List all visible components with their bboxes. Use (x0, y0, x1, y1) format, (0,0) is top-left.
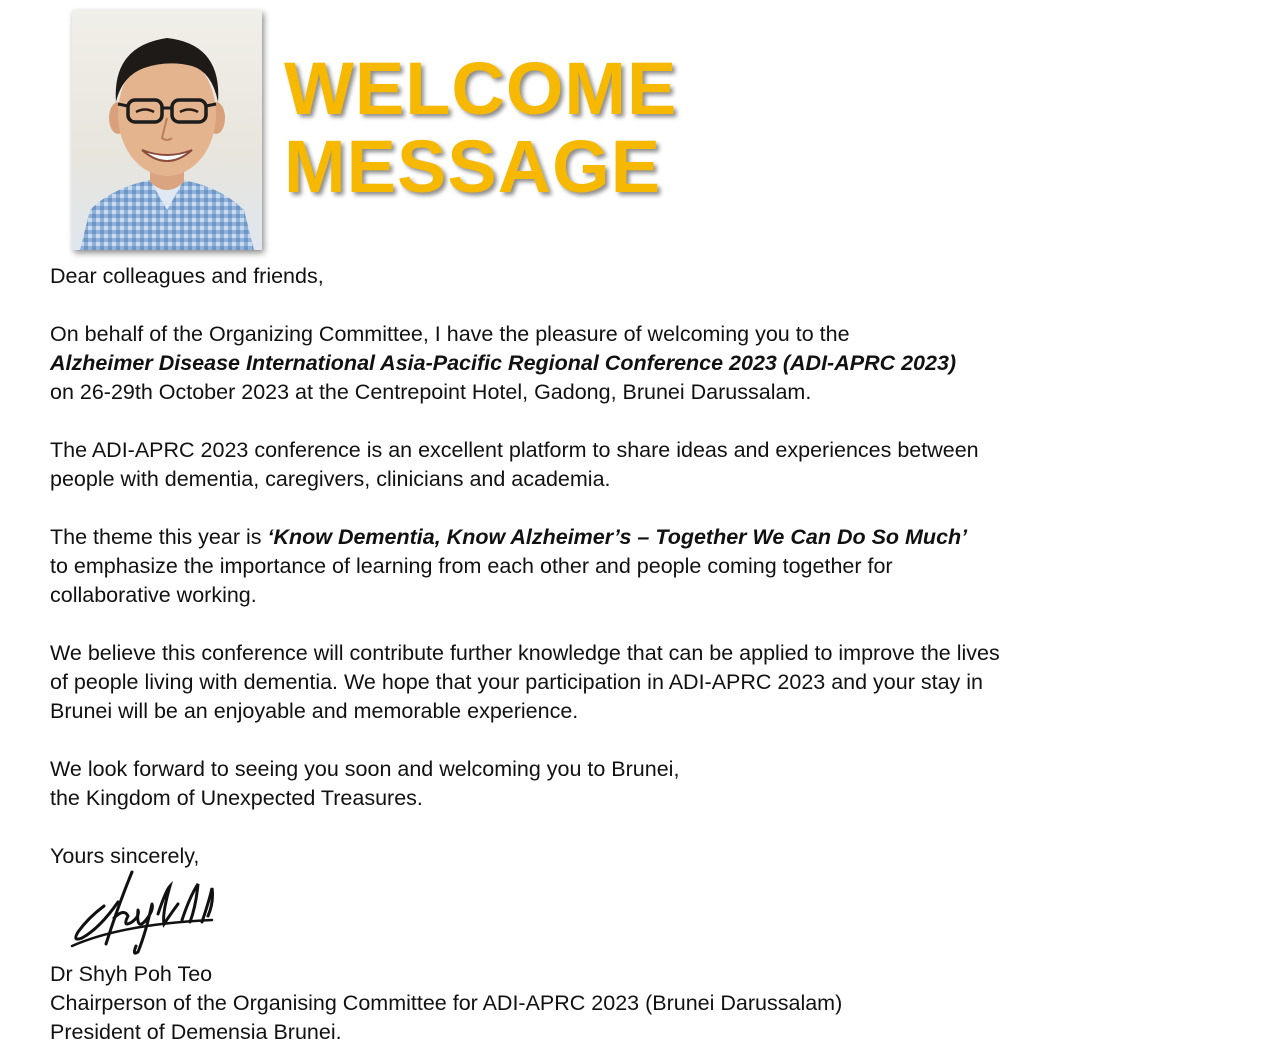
closing-phrase: Yours sincerely, (50, 844, 200, 868)
letter-body (50, 262, 1250, 900)
salutation: Dear colleagues and friends, (50, 264, 324, 288)
page-title (284, 47, 678, 208)
handwritten-signature (62, 866, 222, 958)
paragraph-line: to emphasize the importance of learning from each other and people coming together for (50, 554, 893, 578)
paragraph-platform (50, 436, 1250, 494)
signatory-role: Chairperson of the Organising Committee for ADI-APRC 2023 (Brunei Darussalam) (50, 991, 843, 1015)
paragraph-line: of people living with dementia. We hope that your participation in ADI-APRC 2023 and your stay in (50, 670, 983, 694)
paragraph-line: We believe this conference will contribute further knowledge that can be applied to improve the lives (50, 641, 1000, 665)
paragraph-line: The ADI-APRC 2023 conference is an excellent platform to share ideas and experiences between (50, 438, 979, 462)
paragraph-line: On behalf of the Organizing Committee, I have the pleasure of welcoming you to the (50, 322, 850, 346)
paragraph-line: on 26-29th October 2023 at the Centrepoint Hotel, Gadong, Brunei Darussalam. (50, 380, 812, 404)
title-line-welcome: WELCOME (284, 47, 678, 130)
paragraph-belief (50, 639, 1250, 726)
conference-name: Alzheimer Disease International Asia-Pacific Regional Conference 2023 (ADI-APRC 2023) (50, 351, 957, 375)
paragraph-line: We look forward to seeing you soon and welcoming you to Brunei, (50, 757, 680, 781)
paragraph-closing (50, 755, 1250, 813)
paragraph-theme (50, 523, 1250, 610)
signatory-organization: President of Demensia Brunei. (50, 1020, 342, 1044)
portrait-photo (72, 10, 262, 250)
signatory-name: Dr Shyh Poh Teo (50, 962, 213, 986)
title-line-message: MESSAGE (284, 125, 662, 208)
signature-block (50, 960, 842, 1047)
paragraph-line: the Kingdom of Unexpected Treasures. (50, 786, 423, 810)
paragraph-welcome (50, 320, 1250, 407)
paragraph-line: Brunei will be an enjoyable and memorable experience. (50, 699, 579, 723)
theme-title: ‘Know Dementia, Know Alzheimer’s – Together We Can Do So Much’ (267, 525, 968, 549)
portrait-illustration (72, 10, 262, 250)
theme-lead: The theme this year is (50, 525, 268, 549)
paragraph-line: collaborative working. (50, 583, 257, 607)
paragraph-line: people with dementia, caregivers, clinicians and academia. (50, 467, 611, 491)
theme-line (50, 523, 1250, 552)
